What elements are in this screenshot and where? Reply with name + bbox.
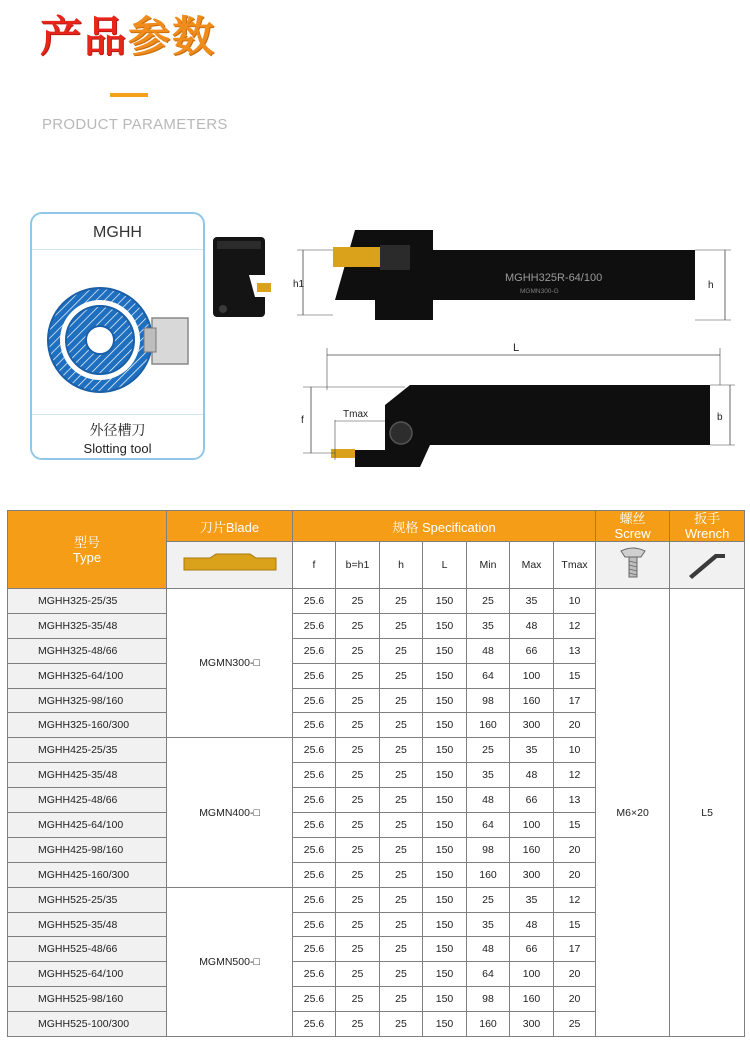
col-header-type bbox=[8, 511, 167, 589]
model-cell: MGHH425-25/35 bbox=[8, 738, 167, 763]
spec-value-cell: 66 bbox=[510, 937, 554, 962]
spec-value-cell: 25 bbox=[380, 987, 423, 1012]
spec-value-cell: 98 bbox=[467, 987, 510, 1012]
spec-value-cell: 160 bbox=[510, 987, 554, 1012]
spec-value-cell: 10 bbox=[554, 589, 596, 614]
spec-value-cell: 64 bbox=[467, 663, 510, 688]
spec-value-cell: 25.6 bbox=[293, 987, 336, 1012]
col-header-wrench-en: Wrench bbox=[684, 526, 730, 541]
model-cell: MGHH425-35/48 bbox=[8, 763, 167, 788]
spec-value-cell: 25 bbox=[380, 937, 423, 962]
spec-value-cell: 13 bbox=[554, 638, 596, 663]
col-header-screw-cn: 螺丝 bbox=[619, 511, 646, 526]
spec-value-cell: 25.6 bbox=[293, 962, 336, 987]
spec-value-cell: 25.6 bbox=[293, 663, 336, 688]
type-card-label-cn: 外径槽刀 bbox=[89, 423, 146, 439]
blade-image-cell bbox=[167, 542, 293, 589]
spec-value-cell: 25 bbox=[380, 1012, 423, 1037]
insert-marking: MGMN300-G bbox=[520, 288, 559, 295]
spec-value-cell: 25 bbox=[336, 638, 380, 663]
spec-value-cell: 25 bbox=[554, 1012, 596, 1037]
spec-header-cell: h bbox=[380, 542, 423, 589]
spec-value-cell: 25 bbox=[380, 788, 423, 813]
spec-value-cell: 48 bbox=[467, 638, 510, 663]
col-header-screw bbox=[596, 511, 670, 542]
spec-table bbox=[7, 510, 745, 1037]
dim-h-label: h bbox=[708, 280, 714, 291]
spec-value-cell: 12 bbox=[554, 763, 596, 788]
spec-value-cell: 25 bbox=[336, 987, 380, 1012]
spec-header-cell: Min bbox=[467, 542, 510, 589]
spec-value-cell: 20 bbox=[554, 862, 596, 887]
model-cell: MGHH325-35/48 bbox=[8, 613, 167, 638]
spec-value-cell: 66 bbox=[510, 638, 554, 663]
holder-marking: MGHH325R-64/100 bbox=[505, 272, 603, 284]
spec-value-cell: 150 bbox=[423, 688, 467, 713]
spec-value-cell: 150 bbox=[423, 837, 467, 862]
spec-value-cell: 25 bbox=[336, 763, 380, 788]
spec-value-cell: 150 bbox=[423, 862, 467, 887]
spec-value-cell: 150 bbox=[423, 713, 467, 738]
spec-value-cell: 25 bbox=[336, 738, 380, 763]
spec-value-cell: 17 bbox=[554, 688, 596, 713]
col-header-blade: 刀片Blade bbox=[167, 511, 293, 542]
spec-value-cell: 25 bbox=[380, 912, 423, 937]
spec-value-cell: 150 bbox=[423, 763, 467, 788]
spec-value-cell: 150 bbox=[423, 813, 467, 838]
spec-value-cell: 25 bbox=[336, 589, 380, 614]
spec-value-cell: 15 bbox=[554, 912, 596, 937]
spec-value-cell: 160 bbox=[467, 1012, 510, 1037]
screw-icon bbox=[619, 547, 647, 581]
blade-cell: MGMN400-□ bbox=[167, 738, 293, 887]
spec-value-cell: 25 bbox=[380, 837, 423, 862]
spec-value-cell: 25 bbox=[380, 713, 423, 738]
spec-value-cell: 160 bbox=[467, 713, 510, 738]
model-cell: MGHH325-48/66 bbox=[8, 638, 167, 663]
wrench-image-cell bbox=[670, 542, 745, 589]
model-cell: MGHH525-64/100 bbox=[8, 962, 167, 987]
model-cell: MGHH325-98/160 bbox=[8, 688, 167, 713]
spec-value-cell: 48 bbox=[467, 788, 510, 813]
model-cell: MGHH525-35/48 bbox=[8, 912, 167, 937]
spec-value-cell: 160 bbox=[510, 688, 554, 713]
spec-value-cell: 150 bbox=[423, 663, 467, 688]
spec-value-cell: 25.6 bbox=[293, 813, 336, 838]
model-cell: MGHH325-64/100 bbox=[8, 663, 167, 688]
dim-tmax-label: Tmax bbox=[343, 409, 368, 420]
spec-value-cell: 48 bbox=[510, 613, 554, 638]
spec-value-cell: 48 bbox=[467, 937, 510, 962]
spec-value-cell: 35 bbox=[510, 738, 554, 763]
model-cell: MGHH425-160/300 bbox=[8, 862, 167, 887]
spec-value-cell: 25 bbox=[336, 688, 380, 713]
spec-value-cell: 35 bbox=[510, 589, 554, 614]
spec-value-cell: 25.6 bbox=[293, 862, 336, 887]
spec-value-cell: 160 bbox=[510, 837, 554, 862]
spec-value-cell: 25.6 bbox=[293, 688, 336, 713]
model-cell: MGHH325-160/300 bbox=[8, 713, 167, 738]
spec-value-cell: 25 bbox=[467, 887, 510, 912]
spec-value-cell: 25 bbox=[380, 962, 423, 987]
spec-value-cell: 150 bbox=[423, 937, 467, 962]
spec-value-cell: 48 bbox=[510, 763, 554, 788]
page-subtitle: PRODUCT PARAMETERS bbox=[42, 116, 228, 133]
spec-value-cell: 25 bbox=[380, 638, 423, 663]
spec-value-cell: 25 bbox=[380, 763, 423, 788]
spec-value-cell: 25 bbox=[336, 837, 380, 862]
spec-value-cell: 25 bbox=[336, 912, 380, 937]
spec-value-cell: 160 bbox=[467, 862, 510, 887]
spec-value-cell: 150 bbox=[423, 589, 467, 614]
blade-cell: MGMN500-□ bbox=[167, 887, 293, 1036]
spec-value-cell: 10 bbox=[554, 738, 596, 763]
spec-value-cell: 25.6 bbox=[293, 638, 336, 663]
spec-value-cell: 64 bbox=[467, 813, 510, 838]
spec-value-cell: 20 bbox=[554, 962, 596, 987]
spec-value-cell: 150 bbox=[423, 613, 467, 638]
model-cell: MGHH525-100/300 bbox=[8, 1012, 167, 1037]
type-card bbox=[30, 212, 205, 460]
spec-value-cell: 25 bbox=[336, 788, 380, 813]
spec-value-cell: 150 bbox=[423, 638, 467, 663]
model-cell: MGHH525-48/66 bbox=[8, 937, 167, 962]
spec-value-cell: 25 bbox=[380, 688, 423, 713]
spec-value-cell: 25 bbox=[336, 663, 380, 688]
spec-value-cell: 25 bbox=[336, 962, 380, 987]
spec-value-cell: 100 bbox=[510, 813, 554, 838]
spec-value-cell: 98 bbox=[467, 688, 510, 713]
spec-value-cell: 25 bbox=[336, 813, 380, 838]
model-cell: MGHH425-48/66 bbox=[8, 788, 167, 813]
spec-value-cell: 98 bbox=[467, 837, 510, 862]
spec-header-cell: Max bbox=[510, 542, 554, 589]
spec-value-cell: 25.6 bbox=[293, 837, 336, 862]
title-underline bbox=[110, 93, 148, 97]
spec-value-cell: 100 bbox=[510, 663, 554, 688]
spec-value-cell: 25.6 bbox=[293, 589, 336, 614]
spec-value-cell: 25 bbox=[336, 1012, 380, 1037]
spec-value-cell: 20 bbox=[554, 837, 596, 862]
spec-value-cell: 150 bbox=[423, 1012, 467, 1037]
model-cell: MGHH425-98/160 bbox=[8, 837, 167, 862]
blade-insert-icon bbox=[180, 552, 280, 576]
spec-value-cell: 25 bbox=[380, 738, 423, 763]
spec-value-cell: 150 bbox=[423, 987, 467, 1012]
spec-value-cell: 48 bbox=[510, 912, 554, 937]
blade-cell: MGMN300-□ bbox=[167, 589, 293, 738]
spec-value-cell: 25 bbox=[380, 887, 423, 912]
dim-b-label: b bbox=[717, 412, 723, 423]
spec-value-cell: 25 bbox=[336, 613, 380, 638]
dim-L-label: L bbox=[513, 342, 520, 354]
col-header-type-en: Type bbox=[72, 549, 102, 565]
spec-value-cell: 12 bbox=[554, 887, 596, 912]
col-header-wrench bbox=[670, 511, 745, 542]
screw-value-cell: M6×20 bbox=[596, 589, 670, 1037]
spec-value-cell: 20 bbox=[554, 987, 596, 1012]
spec-value-cell: 25.6 bbox=[293, 912, 336, 937]
spec-value-cell: 25 bbox=[336, 713, 380, 738]
holder-top-view bbox=[333, 230, 695, 320]
spec-value-cell: 150 bbox=[423, 738, 467, 763]
spec-value-cell: 35 bbox=[467, 763, 510, 788]
spec-value-cell: 35 bbox=[467, 613, 510, 638]
spec-value-cell: 25 bbox=[380, 663, 423, 688]
model-cell: MGHH325-25/35 bbox=[8, 589, 167, 614]
spec-value-cell: 25 bbox=[336, 937, 380, 962]
spec-value-cell: 35 bbox=[467, 912, 510, 937]
col-header-type-cn: 型号 bbox=[73, 534, 100, 550]
spec-value-cell: 25.6 bbox=[293, 937, 336, 962]
spec-value-cell: 35 bbox=[510, 887, 554, 912]
spec-value-cell: 150 bbox=[423, 887, 467, 912]
tool-technical-drawing bbox=[205, 205, 745, 470]
model-cell: MGHH525-98/160 bbox=[8, 987, 167, 1012]
spec-value-cell: 25.6 bbox=[293, 1012, 336, 1037]
spec-value-cell: 25.6 bbox=[293, 613, 336, 638]
screw-image-cell bbox=[596, 542, 670, 589]
page-title-part1: 产品 bbox=[40, 12, 129, 61]
page-title bbox=[40, 12, 216, 62]
page-title-part2: 参数 bbox=[128, 12, 217, 61]
type-card-name: MGHH bbox=[32, 214, 203, 250]
wrench-value-cell: L5 bbox=[670, 589, 745, 1037]
spec-value-cell: 17 bbox=[554, 937, 596, 962]
holder-side-view bbox=[331, 385, 710, 467]
hex-wrench-icon bbox=[685, 548, 729, 580]
spec-value-cell: 25.6 bbox=[293, 763, 336, 788]
spec-value-cell: 25 bbox=[336, 862, 380, 887]
spec-value-cell: 25 bbox=[380, 813, 423, 838]
spec-value-cell: 13 bbox=[554, 788, 596, 813]
spec-value-cell: 64 bbox=[467, 962, 510, 987]
spec-value-cell: 300 bbox=[510, 862, 554, 887]
spec-value-cell: 15 bbox=[554, 663, 596, 688]
spec-value-cell: 25.6 bbox=[293, 887, 336, 912]
spec-value-cell: 25 bbox=[380, 589, 423, 614]
spec-value-cell: 300 bbox=[510, 713, 554, 738]
dim-h1-label: h1 bbox=[293, 279, 305, 290]
spec-value-cell: 25 bbox=[467, 738, 510, 763]
spec-value-cell: 25 bbox=[380, 613, 423, 638]
spec-header-cell: f bbox=[293, 542, 336, 589]
spec-value-cell: 66 bbox=[510, 788, 554, 813]
spec-value-cell: 20 bbox=[554, 713, 596, 738]
spec-value-cell: 25 bbox=[336, 887, 380, 912]
spec-header-cell: b=h1 bbox=[336, 542, 380, 589]
spec-header-cell: L bbox=[423, 542, 467, 589]
table-row bbox=[8, 589, 745, 614]
slotting-tool-illustration bbox=[40, 254, 197, 414]
type-card-label-en: Slotting tool bbox=[83, 441, 152, 456]
spec-value-cell: 150 bbox=[423, 912, 467, 937]
spec-value-cell: 150 bbox=[423, 962, 467, 987]
col-header-wrench-cn: 扳手 bbox=[694, 511, 721, 526]
model-cell: MGHH525-25/35 bbox=[8, 887, 167, 912]
col-header-spec: 规格 Specification bbox=[293, 511, 596, 542]
spec-value-cell: 25 bbox=[467, 589, 510, 614]
type-card-footer bbox=[32, 414, 203, 458]
insert-clamp-illustration bbox=[213, 237, 271, 317]
spec-table-body bbox=[8, 589, 745, 1037]
spec-value-cell: 150 bbox=[423, 788, 467, 813]
spec-value-cell: 25.6 bbox=[293, 738, 336, 763]
model-cell: MGHH425-64/100 bbox=[8, 813, 167, 838]
spec-value-cell: 25 bbox=[380, 862, 423, 887]
spec-value-cell: 15 bbox=[554, 813, 596, 838]
spec-header-cell: Tmax bbox=[554, 542, 596, 589]
col-header-screw-en: Screw bbox=[614, 526, 651, 541]
spec-value-cell: 12 bbox=[554, 613, 596, 638]
spec-value-cell: 25.6 bbox=[293, 788, 336, 813]
spec-value-cell: 25.6 bbox=[293, 713, 336, 738]
spec-value-cell: 300 bbox=[510, 1012, 554, 1037]
dim-f-label: f bbox=[301, 415, 304, 426]
spec-value-cell: 100 bbox=[510, 962, 554, 987]
